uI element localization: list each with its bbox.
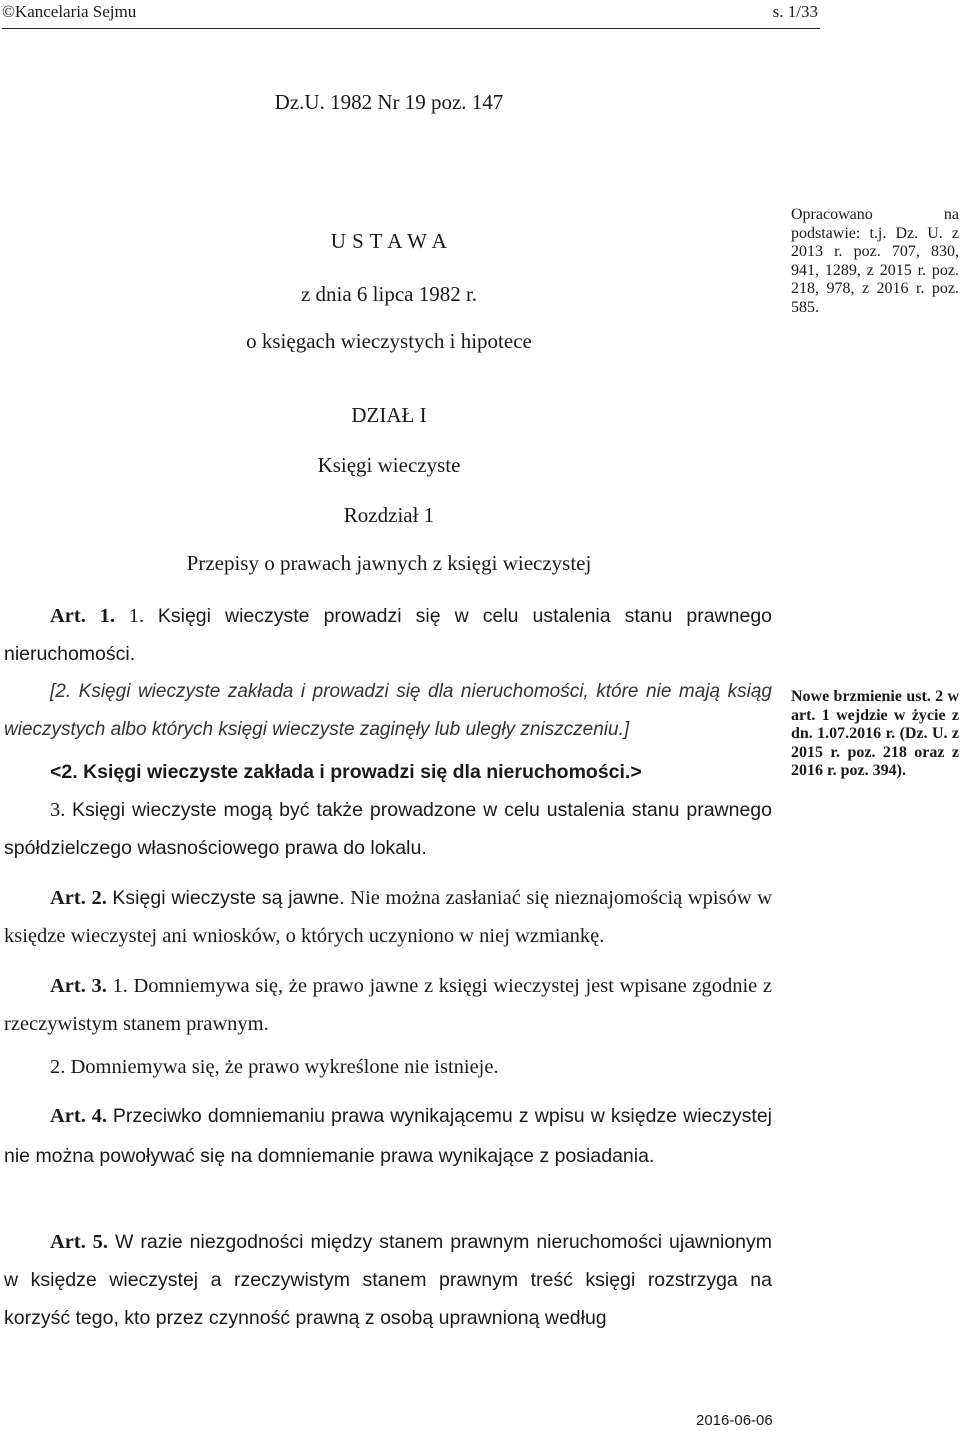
art5-label: Art. 5. (50, 1231, 108, 1253)
art1-para2-old: [2. Księgi wieczyste zakłada i prowadzi się dla nieruchomości, które nie mają ksiąg wieczystych albo których księgi wieczyste zaginęły lub uległy zniszczeniu.] (4, 681, 772, 740)
art3-para1-text: Domniemywa się, że prawo jawne z księgi wieczystej jest wpisane zgodnie z rzeczywistym stanem prawnym. (4, 975, 772, 1035)
art5 (4, 1223, 772, 1337)
document-type: U S T A W A (330, 229, 448, 253)
art5-text: W razie niezgodności między stanem prawnym nieruchomości ujawnionym w księdze wieczystej a rzeczywistym stanem prawnym treść księgi rozstrzyga na korzyść tego, kto przez czynność prawną z osobą uprawnioną według (4, 1231, 773, 1329)
art2-text-a: Księgi wieczyste są jawne. (112, 887, 345, 909)
art1-para1 (4, 597, 772, 673)
header-divider (2, 28, 820, 29)
art3-para1 (4, 967, 772, 1043)
page-number: s. 1/33 (772, 2, 818, 21)
art1-para3 (4, 791, 772, 867)
art1-para2-new: <2. Księgi wieczyste zakłada i prowadzi się dla nieruchomości.> (50, 761, 642, 783)
chapter-heading: Rozdział 1 (343, 503, 435, 527)
art1-para3-text: Księgi wieczyste mogą być także prowadzone w celu ustalenia stanu prawnego spółdzielczego własnościowego prawa do lokalu. (4, 799, 772, 859)
art3-para2: 2. Domniemywa się, że prawo wykreślone nie istnieje. (50, 1056, 499, 1078)
art4-label: Art. 4. (50, 1105, 108, 1127)
chapter-title: Przepisy o prawach jawnych z księgi wieczystej (186, 551, 592, 575)
art1-para1-num: 1. (128, 605, 145, 627)
side-note-source: Opracowano na podstawie: t.j. Dz. U. z 2013 r. poz. 707, 830, 941, 1289, z 2015 r. poz. 218, 978, z 2016 r. poz. 585. (791, 206, 959, 316)
art1-para1-text: Księgi wieczyste prowadzi się w celu ustalenia stanu prawnego nieruchomości. (4, 605, 773, 665)
art2 (4, 879, 772, 955)
art2-label: Art. 2. (50, 887, 107, 909)
document-date: z dnia 6 lipca 1982 r. (300, 282, 478, 306)
art4 (4, 1096, 772, 1176)
art3-label: Art. 3. (50, 975, 107, 997)
art3-para1-num: 1. (112, 975, 128, 997)
publisher-link[interactable]: ©Kancelaria Sejmu (2, 2, 137, 21)
journal-reference: Dz.U. 1982 Nr 19 poz. 147 (274, 90, 504, 114)
footer-date: 2016-06-06 (696, 1412, 773, 1429)
art2-text-b: Nie można zasłaniać się nieznajomością wpisów w księdze wieczystej ani wniosków, o których uczyniono w niej wzmiankę. (4, 887, 773, 947)
division-title: Księgi wieczyste (317, 453, 461, 477)
division-heading: DZIAŁ I (351, 403, 427, 427)
side-note-amendment: Nowe brzmienie ust. 2 w art. 1 wejdzie w życie z dn. 1.07.2016 r. (Dz. U. z 2015 r. poz. 218 oraz z 2016 r. poz. 394). (791, 688, 959, 780)
header-publisher[interactable] (2, 2, 136, 22)
document-title: o księgach wieczystych i hipotece (246, 329, 532, 353)
art1-label: Art. 1. (50, 605, 115, 627)
art4-text: Przeciwko domniemaniu prawa wynikającemu z wpisu w księdze wieczystej nie można powoływać się na domniemanie prawa wynikające z posiadania. (4, 1105, 773, 1167)
art1-para3-num: 3. (50, 799, 66, 821)
